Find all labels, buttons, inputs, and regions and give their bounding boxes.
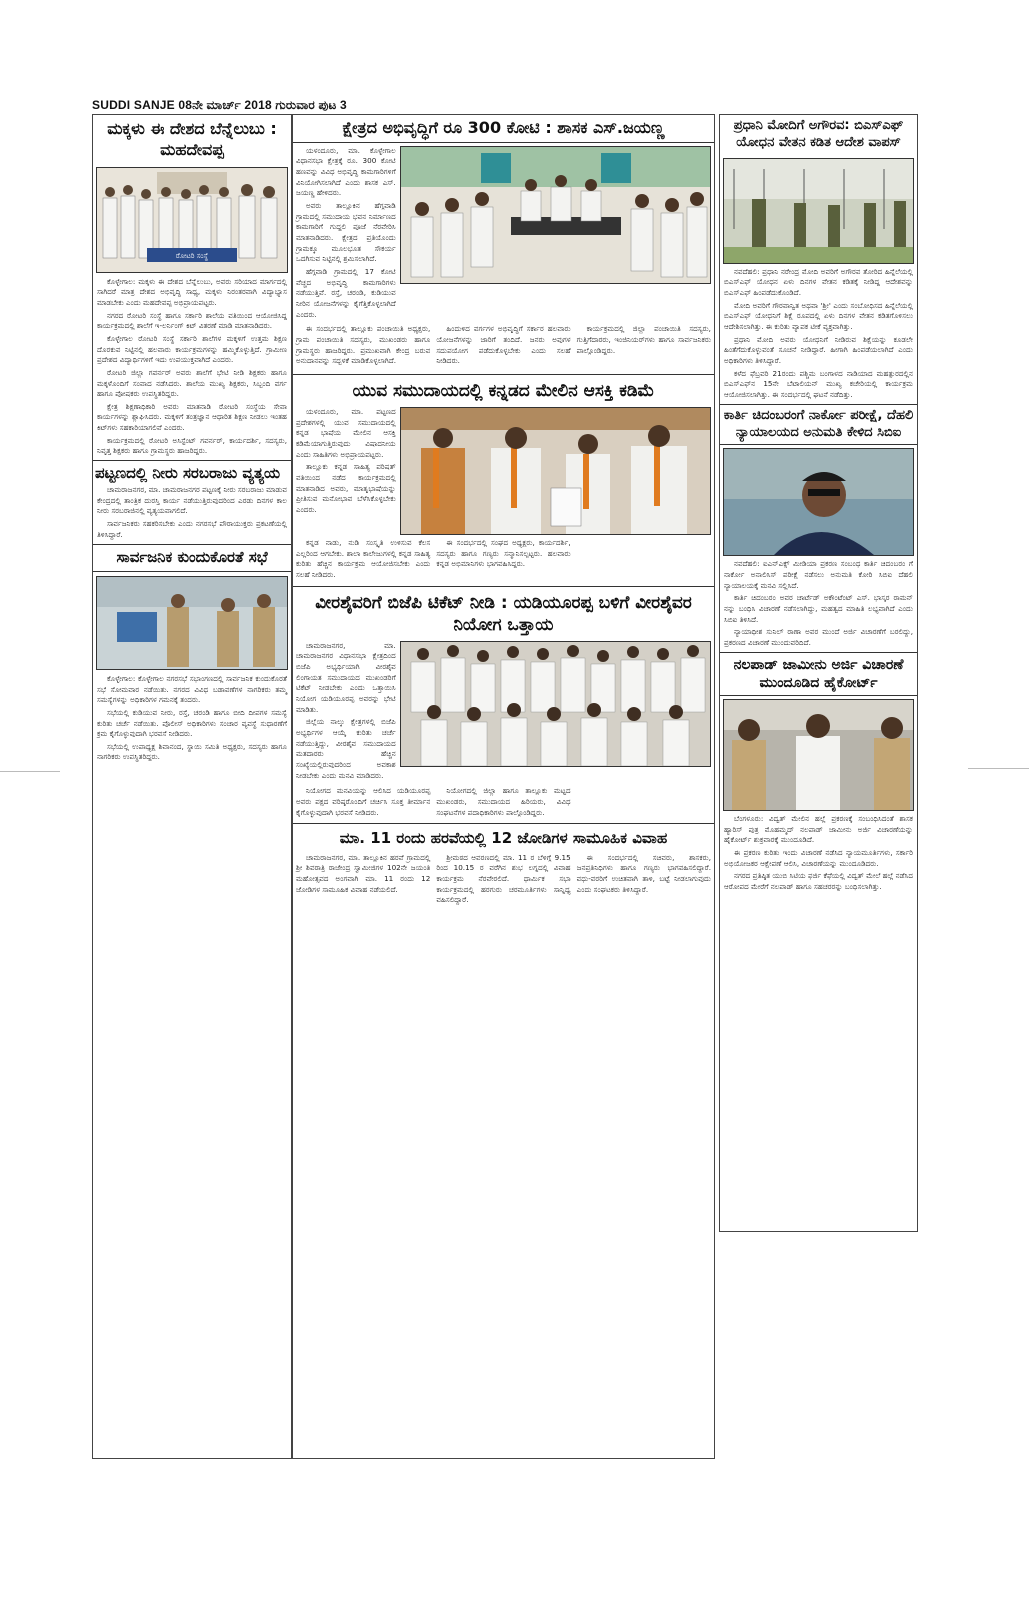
- photo-mla-meeting: [400, 146, 711, 284]
- photo-bsf-border: [723, 158, 914, 264]
- headline-veerashaiva-ticket: ವೀರಶೈವರಿಗೆ ಬಿಜೆಪಿ ಟಿಕೆಟ್ ನೀಡಿ : ಯಡಿಯೂರಪ್ಪ ಬಳಿಗೆ ವೀರಶೈವರ ನಿಯೋಗ ಒತ್ತಾಯ: [315, 592, 692, 635]
- paragraph: ಕ್ಷೇತ್ರ ಶಿಕ್ಷಣಾಧಿಕಾರಿ ಅವರು ಮಾತನಾಡಿ ರೋಟರಿ ಸಂಸ್ಥೆಯ ಸೇವಾ ಕಾರ್ಯಗಳನ್ನು ಶ್ಲಾಘಿಸಿದರು. ಮಕ್ಕಳಿಗೆ ತಂತ್ರಜ್ಞಾನ ಆಧಾರಿತ ಶಿಕ್ಷಣ ನೀಡಲು ಇಂತಹ ಕಿಟ್‌ಗಳು ಸಹಕಾರಿಯಾಗಲಿವೆ ಎಂದರು.: [97, 401, 287, 433]
- story-water-body: [93, 485, 291, 540]
- headline-grievance-meeting: ಸಾರ್ವಜನಿಕ ಕುಂದುಕೊರತೆ ಸಭೆ: [93, 544, 291, 572]
- paragraph: ಈ ಪ್ರಕರಣ ಕುರಿತು ಇಂದು ವಿಚಾರಣೆ ನಡೆಸಿದ ನ್ಯಾಯಮೂರ್ತಿಗಳು, ಸರ್ಕಾರಿ ಅಭಿಯೋಜಕರ ಆಕ್ಷೇಪಣೆ ಆಲಿಸಿ, ವಿಚಾರಣೆಯನ್ನು ಮುಂದೂಡಿದರು.: [724, 848, 913, 868]
- paragraph: ಚಾಮರಾಜನಗರ, ಮಾ. ಚಾಮರಾಜನಗರ ವಿಧಾನಸಭಾ ಕ್ಷೇತ್ರದಿಂದ ಬಿಜೆಪಿ ಅಭ್ಯರ್ಥಿಯಾಗಿ ವೀರಶೈವ ಲಿಂಗಾಯತ ಸಮುದಾಯದ ಮುಖಂಡರಿಗೆ ಟಿಕೆಟ್ ನೀಡಬೇಕು ಎಂದು ಒತ್ತಾಯಿಸಿ ನಿಯೋಗ ಯಡಿಯೂರಪ್ಪ ಅವರನ್ನು ಭೇಟಿ ಮಾಡಿತು.: [296, 640, 396, 714]
- paragraph: ಹಿಂದುಳಿದ ವರ್ಗಗಳ ಅಭಿವೃದ್ಧಿಗೆ ಸರ್ಕಾರ ಹಲವಾರು ಯೋಜನೆಗಳನ್ನು ಜಾರಿಗೆ ತಂದಿದೆ. ಜನರು ಅವುಗಳ ಸದುಪಯೋಗ ಪಡೆದುಕೊಳ್ಳಬೇಕು ಎಂದು ಸಲಹೆ ನೀಡಿದರು.: [436, 324, 571, 366]
- paragraph: ಕೊಳ್ಳೇಗಾಲ: ಕೊಳ್ಳೇಗಾಲ ನಗರಸಭೆ ಸಭಾಂಗಣದಲ್ಲಿ ಸಾರ್ವಜನಿಕ ಕುಂದುಕೊರತೆ ಸಭೆ ಸೋಮವಾರ ನಡೆಯಿತು. ನಗರದ ವಿವಿಧ ಬಡಾವಣೆಗಳ ನಾಗರಿಕರು ತಮ್ಮ ಸಮಸ್ಯೆಗಳನ್ನು ಅಧಿಕಾರಿಗಳ ಗಮನಕ್ಕೆ ತಂದರು.: [97, 673, 287, 705]
- paragraph: ನ್ಯಾಯಾಧೀಶ ಸುನಿಲ್ ರಾಣಾ ಅವರ ಮುಂದೆ ಅರ್ಜಿ ವಿಚಾರಣೆಗೆ ಬರಲಿದ್ದು, ಪ್ರಕರಣದ ವಿಚಾರಣೆ ಮುಂದುವರಿದಿದೆ.: [724, 627, 913, 648]
- masthead: SUDDI SANJE 08ನೇ ಮಾರ್ಚ್ 2018 ಗುರುವಾರ ಪುಟ 3: [92, 98, 347, 112]
- paragraph: ಈ ಸಂದರ್ಭದಲ್ಲಿ ಸಚಿವರು, ಶಾಸಕರು, ಜನಪ್ರತಿನಿಧಿಗಳು ಹಾಗೂ ಗಣ್ಯರು ಭಾಗವಹಿಸಲಿದ್ದಾರೆ. ವಧು-ವರರಿಗೆ ಉಚಿತವಾಗಿ ತಾಳಿ, ಬಟ್ಟೆ ನೀಡಲಾಗುವುದು ಎಂದು ಸಂಘಟಕರು ತಿಳಿಸಿದ್ದಾರೆ.: [576, 852, 711, 894]
- rotary-banner-text: ರೋಟರಿ ಸಂಸ್ಥೆ: [175, 251, 209, 260]
- paragraph: ಸಭೆಯಲ್ಲಿ ಕುಡಿಯುವ ನೀರು, ರಸ್ತೆ, ಚರಂಡಿ ಹಾಗೂ ಬೀದಿ ದೀಪಗಳ ಸಮಸ್ಯೆ ಕುರಿತು ಚರ್ಚೆ ನಡೆಯಿತು. ಪೊಲೀಸ್ ಅಧಿಕಾರಿಗಳು ಸಂಚಾರ ವ್ಯವಸ್ಥೆ ಸುಧಾರಣೆಗೆ ಕ್ರಮ ಕೈಗೊಳ್ಳುವುದಾಗಿ ಭರವಸೆ ನೀಡಿದರು.: [97, 707, 287, 739]
- delegation-illustration: [401, 642, 711, 766]
- middle-column: [292, 114, 715, 1459]
- photo-karti-chidambaram: [723, 448, 914, 556]
- divider: [293, 823, 714, 824]
- paragraph: ಶ್ರೀಮಠದ ಆವರಣದಲ್ಲಿ ಮಾ. 11 ರ ಬೆಳಿಗ್ಗೆ 9.15 ರಿಂದ 10.15 ರ ವರೆಗಿನ ಶುಭ ಲಗ್ನದಲ್ಲಿ ವಿವಾಹ ಕಾರ್ಯಕ್ರಮ ನೆರವೇರಲಿದೆ. ಧಾರ್ಮಿಕ ಸಭಾ ಕಾರ್ಯಕ್ರಮದಲ್ಲಿ ಹರಗುರು ಚರಮೂರ್ತಿಗಳು ಸಾನ್ನಿಧ್ಯ ವಹಿಸಲಿದ್ದಾರೆ.: [436, 852, 571, 905]
- paragraph: ನಗರದ ರೋಟರಿ ಸಂಸ್ಥೆ ಹಾಗೂ ಸರ್ಕಾರಿ ಶಾಲೆಯ ವತಿಯಿಂದ ಆಯೋಜಿಸಿದ್ದ ಕಾರ್ಯಕ್ರಮದಲ್ಲಿ ಶಾಲೆಗೆ ಇ-ಲರ್ನಿಂಗ್ ಕಿಟ್ ವಿತರಣೆ ಮಾಡಿ ಮಾತನಾಡಿದರು.: [97, 310, 287, 331]
- story-development-lead: [296, 146, 396, 323]
- divider: [93, 460, 291, 461]
- paragraph: ಬೆಂಗಳೂರು: ವಿದ್ವತ್ ಮೇಲಿನ ಹಲ್ಲೆ ಪ್ರಕರಣಕ್ಕೆ ಸಂಬಂಧಿಸಿದಂತೆ ಶಾಸಕ ಹ್ಯಾರಿಸ್ ಪುತ್ರ ಮೊಹಮ್ಮದ್ ನಲಪಾಡ್ ಜಾಮೀನು ಅರ್ಜಿ ವಿಚಾರಣೆಯನ್ನು ಹೈಕೋರ್ಟ್ ಶುಕ್ರವಾರಕ್ಕೆ ಮುಂದೂಡಿದೆ.: [724, 814, 913, 845]
- paragraph: ಕಳೆದ ಫೆಬ್ರವರಿ 21ರಂದು ಪಶ್ಚಿಮ ಬಂಗಾಳದ ನಾಡಿಯಾದ ಮಹತ್ಪುರದಲ್ಲಿನ ಬಿಎಸ್‌ಎಫ್‌ನ 15ನೇ ಬೆಟಾಲಿಯನ್ ಮುಖ್ಯ ಕಚೇರಿಯಲ್ಲಿ ಕಾರ್ಯಕ್ರಮ ಆಯೋಜಿಸಲಾಗಿತ್ತು. ಈ ಸಂದರ್ಭದಲ್ಲಿ ಘಟನೆ ನಡೆದಿತ್ತು.: [724, 368, 913, 399]
- headline-constituency-development: ಕ್ಷೇತ್ರದ ಅಭಿವೃದ್ಧಿಗೆ ರೂ 300 ಕೋಟಿ : ಶಾಸಕ ಎಸ್.ಜಯಣ್ಣ: [293, 115, 714, 143]
- paragraph: ಚಾಮರಾಜನಗರ, ಮಾ. ತಾಲ್ಲೂಕಿನ ಹರವೆ ಗ್ರಾಮದಲ್ಲಿ ಶ್ರೀ ಶಿವರಾತ್ರಿ ರಾಜೇಂದ್ರ ಸ್ವಾಮೀಜಿಗಳ 102ನೇ ಜಯಂತಿ ಮಹೋತ್ಸವದ ಅಂಗವಾಗಿ ಮಾ. 11 ರಂದು 12 ಜೋಡಿಗಳ ಸಾಮೂಹಿಕ ವಿವಾಹ ನಡೆಯಲಿದೆ.: [296, 852, 431, 894]
- headline-nalapad-bail: ನಲಪಾಡ್ ಜಾಮೀನು ಅರ್ಜಿ ವಿಚಾರಣೆ ಮುಂದೂಡಿದ ಹೈಕೋರ್ಟ್: [720, 652, 917, 696]
- headline-bsf-salary: ಪ್ರಧಾನಿ ಮೋದಿಗೆ ಅಗೌರವ: ಬಿಎಸ್‌ಎಫ್ ಯೋಧನ ವೇತನ ಕಡಿತ ಆದೇಶ ವಾಪಸ್: [733, 118, 904, 150]
- story-wedding-columns: [293, 851, 714, 910]
- story-karti-body: [720, 559, 917, 648]
- right-column: [719, 114, 918, 1232]
- paragraph: ಕೊಳ್ಳೇಗಾಲ ರೋಟರಿ ಸಂಸ್ಥೆ ಸರ್ಕಾರಿ ಶಾಲೆಗಳ ಮಕ್ಕಳಿಗೆ ಉತ್ತಮ ಶಿಕ್ಷಣ ದೊರಕುವ ನಿಟ್ಟಿನಲ್ಲಿ ಹಲವಾರು ಕಾರ್ಯಕ್ರಮಗಳನ್ನು ಹಮ್ಮಿಕೊಳ್ಳುತ್ತಿದೆ. ಗ್ರಾಮೀಣ ಪ್ರದೇಶದ ವಿದ್ಯಾರ್ಥಿಗಳಿಗೆ ಇದು ಉಪಯುಕ್ತವಾಗಿದೆ ಎಂದರು.: [97, 333, 287, 365]
- headline-kannada-interest: ಯುವ ಸಮುದಾಯದಲ್ಲಿ ಕನ್ನಡದ ಮೇಲಿನ ಆಸಕ್ತಿ ಕಡಿಮೆ: [352, 380, 655, 401]
- paragraph: ಅವರು ತಾಲ್ಲೂಕಿನ ಹೆಗ್ಗವಾಡಿ ಗ್ರಾಮದಲ್ಲಿ ಸಮುದಾಯ ಭವನ ನಿರ್ಮಾಣದ ಕಾಮಗಾರಿಗೆ ಗುದ್ದಲಿ ಪೂಜೆ ನೆರವೇರಿಸಿ ಮಾತನಾಡಿದರು. ಕ್ಷೇತ್ರದ ಪ್ರತಿಯೊಂದು ಗ್ರಾಮಕ್ಕೂ ಮೂಲಭೂತ ಸೌಕರ್ಯ ಒದಗಿಸುವ ನಿಟ್ಟಿನಲ್ಲಿ ಶ್ರಮಿಸಲಾಗಿದೆ.: [296, 201, 396, 264]
- photo-delegation: [400, 641, 711, 767]
- left-column: [92, 114, 292, 1459]
- headline-karti-narco: ಕಾರ್ತಿ ಚಿದಂಬರಂಗೆ ನಾರ್ಕೋ ಪರೀಕ್ಷೆ, ದೆಹಲಿ ನ್ಯಾಯಾಲಯದ ಅನುಮತಿ ಕೇಳಿದ ಸಿಬಿಐ: [720, 404, 917, 446]
- paragraph: ಜಿಲ್ಲೆಯ ನಾಲ್ಕು ಕ್ಷೇತ್ರಗಳಲ್ಲಿ ಬಿಜೆಪಿ ಅಭ್ಯರ್ಥಿಗಳ ಆಯ್ಕೆ ಕುರಿತು ಚರ್ಚೆ ನಡೆಯುತ್ತಿದ್ದು, ವೀರಶೈವ ಸಮುದಾಯದ ಮತದಾರರು ಹೆಚ್ಚಿನ ಸಂಖ್ಯೆಯಲ್ಲಿರುವುದರಿಂದ ಅವಕಾಶ ನೀಡಬೇಕು ಎಂದು ಮನವಿ ಮಾಡಿದರು.: [296, 717, 396, 780]
- story-veerashaiva-columns: [293, 786, 714, 820]
- photo-grievance-meeting: [96, 576, 288, 670]
- paragraph: ನಿಯೋಗದಲ್ಲಿ ಜಿಲ್ಲಾ ಹಾಗೂ ತಾಲ್ಲೂಕು ಮಟ್ಟದ ಮುಖಂಡರು, ಸಮುದಾಯದ ಹಿರಿಯರು, ವಿವಿಧ ಸಂಘಟನೆಗಳ ಪದಾಧಿಕಾರಿಗಳು ಪಾಲ್ಗೊಂಡಿದ್ದರು.: [436, 786, 571, 817]
- rotary-group-illustration: [97, 168, 288, 272]
- paragraph: ಯಳಂದೂರು, ಮಾ. ಪಟ್ಟಣದ ಪ್ರದೇಶಗಳಲ್ಲಿ ಯುವ ಸಮುದಾಯದಲ್ಲಿ ಕನ್ನಡ ಭಾಷೆಯ ಮೇಲಿನ ಆಸಕ್ತಿ ಕಡಿಮೆಯಾಗುತ್ತಿರುವುದು ವಿಷಾದನೀಯ ಎಂದು ಸಾಹಿತಿಗಳು ಅಭಿಪ್ರಾಯಪಟ್ಟರು.: [296, 407, 396, 459]
- karti-portrait-illustration: [724, 449, 914, 555]
- paragraph: ಕಾರ್ಯಕ್ರಮದಲ್ಲಿ ಜಿಲ್ಲಾ ಪಂಚಾಯಿತಿ ಸದಸ್ಯರು, ಗುತ್ತಿಗೆದಾರರು, ಇಂಜಿನಿಯರ್‌ಗಳು ಹಾಗೂ ಸಾರ್ವಜನಿಕರು ಪಾಲ್ಗೊಂಡಿದ್ದರು.: [576, 324, 711, 355]
- story-kannada-lead: [296, 407, 396, 535]
- divider: [293, 586, 714, 587]
- fold-mark-right: [968, 768, 1029, 769]
- paragraph: ಚಾಮರಾಜನಗರ, ಮಾ. ಚಾಮರಾಜನಗರ ಪಟ್ಟಣಕ್ಕೆ ನೀರು ಸರಬರಾಜು ಮಾಡುವ ಕೇಂದ್ರದಲ್ಲಿ ತಾಂತ್ರಿಕ ದುರಸ್ತಿ ಕಾರ್ಯ ನಡೆಯುತ್ತಿರುವುದರಿಂದ ಎರಡು ದಿನಗಳ ಕಾಲ ನೀರು ಸರಬರಾಜಿನಲ್ಲಿ ವ್ಯತ್ಯಯವಾಗಲಿದೆ.: [97, 485, 287, 516]
- headline-makkalu: ಮಕ್ಕಳು ಈ ದೇಶದ ಬೆನ್ನೆಲುಬು : ಮಹದೇವಪ್ಪ: [107, 119, 277, 159]
- paragraph: ತಾಲ್ಲೂಕು ಕನ್ನಡ ಸಾಹಿತ್ಯ ಪರಿಷತ್ ವತಿಯಿಂದ ನಡೆದ ಕಾರ್ಯಕ್ರಮದಲ್ಲಿ ಮಾತನಾಡಿದ ಅವರು, ಮಾತೃಭಾಷೆಯನ್ನು ಪ್ರೀತಿಸುವ ಮನೋಭಾವ ಬೆಳೆಸಿಕೊಳ್ಳಬೇಕು ಎಂದರು.: [296, 462, 396, 514]
- fold-mark-left: [0, 771, 60, 772]
- paragraph: ಮೋದಿ ಅವರಿಗೆ ಗೌರವಾನ್ವಿತ ಅಥವಾ 'ಶ್ರೀ' ಎಂದು ಸಂಬೋಧಿಸದ ಹಿನ್ನೆಲೆಯಲ್ಲಿ ಬಿಎಸ್‌ಎಫ್ ಯೋಧನಿಗೆ ಶಿಕ್ಷೆ ರೂಪದಲ್ಲಿ ಏಳು ದಿನಗಳ ವೇತನ ಕಡಿತಗೊಳಿಸಲು ಆದೇಶಿಸಲಾಗಿತ್ತು. ಈ ಕುರಿತು ವ್ಯಾಪಕ ಟೀಕೆ ವ್ಯಕ್ತವಾಗಿತ್ತು.: [724, 300, 913, 332]
- paragraph: ಕೊಳ್ಳೇಗಾಲ: ಮಕ್ಕಳು ಈ ದೇಶದ ಬೆನ್ನೆಲುಬು, ಅವರು ಸರಿಯಾದ ಮಾರ್ಗದಲ್ಲಿ ಸಾಗಿದರೆ ಮಾತ್ರ ದೇಶದ ಅಭಿವೃದ್ಧಿ ಸಾಧ್ಯ, ಮಕ್ಕಳು ನಿರಂತರವಾಗಿ ವಿದ್ಯಾಭ್ಯಾಸ ಮಾಡಬೇಕು ಎಂದು ಮಹದೇವಪ್ಪ ಅಭಿಪ್ರಾಯಪಟ್ಟರು.: [97, 276, 287, 307]
- story-bsf-body: [720, 267, 917, 401]
- photo-nalapad-court: [723, 699, 914, 811]
- story-development-columns: [293, 322, 714, 371]
- paragraph: ಹೆಗ್ಗವಾಡಿ ಗ್ರಾಮದಲ್ಲಿ 17 ಕೋಟಿ ವೆಚ್ಚದ ಅಭಿವೃದ್ಧಿ ಕಾಮಗಾರಿಗಳು ನಡೆಯುತ್ತಿವೆ. ರಸ್ತೆ, ಚರಂಡಿ, ಕುಡಿಯುವ ನೀರಿನ ಯೋಜನೆಗಳನ್ನು ಕೈಗೆತ್ತಿಕೊಳ್ಳಲಾಗಿದೆ ಎಂದರು.: [296, 267, 396, 319]
- bsf-soldiers-illustration: [724, 159, 914, 263]
- story-grievance-body: [93, 674, 291, 763]
- paragraph: ರೋಟರಿ ಜಿಲ್ಲಾ ಗವರ್ನರ್ ಅವರು ಶಾಲೆಗೆ ಭೇಟಿ ನೀಡಿ ಶಿಕ್ಷಕರು ಹಾಗೂ ಮಕ್ಕಳೊಂದಿಗೆ ಸಂವಾದ ನಡೆಸಿದರು. ಶಾಲೆಯ ಮುಖ್ಯ ಶಿಕ್ಷಕರು, ಸಿಬ್ಬಂದಿ ವರ್ಗ ಹಾಗೂ ಪೋಷಕರು ಉಪಸ್ಥಿತರಿದ್ದರು.: [97, 367, 287, 399]
- felicitation-illustration: [401, 408, 711, 534]
- paragraph: ಸಭೆಯಲ್ಲಿ ಉಪಾಧ್ಯಕ್ಷ ಶಿವಾನಂದ, ಸ್ಥಾಯಿ ಸಮಿತಿ ಅಧ್ಯಕ್ಷರು, ಸದಸ್ಯರು ಹಾಗೂ ನಾಗರಿಕರು ಉಪಸ್ಥಿತರಿದ್ದರು.: [97, 741, 287, 762]
- divider: [293, 374, 714, 375]
- paragraph: ಕಾರ್ಯಕ್ರಮದಲ್ಲಿ ರೋಟರಿ ಅಸಿಸ್ಟೆಂಟ್ ಗವರ್ನರ್, ಕಾರ್ಯದರ್ಶಿ, ಸದಸ್ಯರು, ನಿವೃತ್ತ ಶಿಕ್ಷಕರು ಹಾಗೂ ಗ್ರಾಮಸ್ಥರು ಹಾಜರಿದ್ದರು.: [97, 435, 287, 456]
- mla-meeting-illustration: [401, 147, 711, 283]
- paragraph: ನಗರದ ಪ್ರತಿಷ್ಠಿತ ಯುಬಿ ಸಿಟಿಯ ಫರ್ಜಿ ಕೆಫೆಯಲ್ಲಿ ವಿದ್ವತ್ ಮೇಲೆ ಹಲ್ಲೆ ನಡೆಸಿದ ಆರೋಪದ ಮೇರೆಗೆ ನಲಪಾಡ್ ಹಾಗೂ ಸಹಚರರನ್ನು ಬಂಧಿಸಲಾಗಿತ್ತು.: [724, 871, 913, 891]
- headline-water-supply: ಪಟ್ಟಣದಲ್ಲಿ ನೀರು ಸರಬರಾಜು ವ್ಯತ್ಯಯ: [95, 464, 281, 483]
- photo-felicitation: [400, 407, 711, 535]
- headline-mass-wedding: ಮಾ. 11 ರಂದು ಹರವೆಯಲ್ಲಿ 12 ಜೋಡಿಗಳ ಸಾಮೂಹಿಕ ವಿವಾಹ: [339, 829, 668, 848]
- story-nalapad-body: [720, 814, 917, 893]
- paragraph: ಈ ಸಂದರ್ಭದಲ್ಲಿ ಸಂಘದ ಅಧ್ಯಕ್ಷರು, ಕಾರ್ಯದರ್ಶಿ, ಸದಸ್ಯರು ಹಾಗೂ ಗಣ್ಯರು ಸನ್ಮಾನಿಸಲ್ಪಟ್ಟರು. ಹಲವಾರು ಕನ್ನಡ ಅಭಿಮಾನಿಗಳು ಭಾಗವಹಿಸಿದ್ದರು.: [436, 538, 571, 569]
- story-makkalu-body: [93, 277, 291, 458]
- paragraph: ಕಾರ್ತಿ ಚಿದಂಬರಂ ಅವರ ಚಾರ್ಟೆಡ್ ಅಕೌಂಟೆಂಟ್ ಎಸ್. ಭಾಸ್ಕರ ರಾಮನ್ ನನ್ನು ಬಂಧಿಸಿ ವಿಚಾರಣೆ ನಡೆಸಲಾಗಿದ್ದು, ಮಹತ್ವದ ಮಾಹಿತಿ ಲಭ್ಯವಾಗಿದೆ ಎಂದು ಸಿಬಿಐ ತಿಳಿಸಿದೆ.: [724, 593, 913, 624]
- paragraph: ಕನ್ನಡ ನಾಡು, ನುಡಿ ಸಂಸ್ಕೃತಿ ಉಳಿಸುವ ಕೆಲಸ ಎಲ್ಲರಿಂದ ಆಗಬೇಕು. ಶಾಲಾ ಕಾಲೇಜುಗಳಲ್ಲಿ ಕನ್ನಡ ಸಾಹಿತ್ಯ ಕುರಿತು ಹೆಚ್ಚಿನ ಕಾರ್ಯಕ್ರಮ ಆಯೋಜಿಸಬೇಕು ಎಂದು ಸಲಹೆ ನೀಡಿದರು.: [296, 538, 431, 579]
- police-meeting-illustration: [97, 577, 288, 669]
- story-kannada-columns: [293, 538, 714, 583]
- paragraph: ಈ ಸಂದರ್ಭದಲ್ಲಿ ತಾಲ್ಲೂಕು ಪಂಚಾಯಿತಿ ಅಧ್ಯಕ್ಷರು, ಗ್ರಾಮ ಪಂಚಾಯಿತಿ ಸದಸ್ಯರು, ಮುಖಂಡರು ಹಾಗೂ ಗ್ರಾಮಸ್ಥರು ಹಾಜರಿದ್ದರು. ಪ್ರಮುಖವಾಗಿ ಕೇಂದ್ರ ಬರುವ ಅನುದಾನವನ್ನು ಸದ್ಬಳಕೆ ಮಾಡಿಕೊಳ್ಳಲಾಗಿದೆ.: [296, 324, 431, 366]
- paragraph: ನವದೆಹಲಿ: ಪ್ರಧಾನಿ ನರೇಂದ್ರ ಮೋದಿ ಅವರಿಗೆ ಅಗೌರವ ತೋರಿದ ಹಿನ್ನೆಲೆಯಲ್ಲಿ ಬಿಎಸ್‌ಎಫ್ ಯೋಧನ ಏಳು ದಿನಗಳ ವೇತನ ಕಡಿತಕ್ಕೆ ನೀಡಿದ್ದ ಆದೇಶವನ್ನು ಬಿಎಸ್‌ಎಫ್ ಹಿಂಪಡೆದುಕೊಂಡಿದೆ.: [724, 266, 913, 298]
- paragraph: ಯಳಂದೂರು, ಮಾ. ಕೊಳ್ಳೇಗಾಲ ವಿಧಾನಸಭಾ ಕ್ಷೇತ್ರಕ್ಕೆ ರೂ. 300 ಕೋಟಿ ಹಣವನ್ನು ವಿವಿಧ ಅಭಿವೃದ್ಧಿ ಕಾಮಗಾರಿಗಳಿಗೆ ವಿನಿಯೋಗಿಸಲಾಗಿದೆ ಎಂದು ಶಾಸಕ ಎಸ್. ಜಯಣ್ಣ ಹೇಳಿದರು.: [296, 145, 396, 198]
- paragraph: ನಿಯೋಗದ ಮನವಿಯನ್ನು ಆಲಿಸಿದ ಯಡಿಯೂರಪ್ಪ ಅವರು ಪಕ್ಷದ ವರಿಷ್ಠರೊಂದಿಗೆ ಚರ್ಚಿಸಿ ಸೂಕ್ತ ತೀರ್ಮಾನ ಕೈಗೊಳ್ಳುವುದಾಗಿ ಭರವಸೆ ನೀಡಿದರು.: [296, 786, 431, 817]
- photo-rotary-event: [96, 167, 288, 273]
- paragraph: ನವದೆಹಲಿ: ಐಎನ್‌ಎಕ್ಸ್ ಮೀಡಿಯಾ ಪ್ರಕರಣ ಸಂಬಂಧ ಕಾರ್ತಿ ಚಿದಂಬರಂ ಗೆ ನಾರ್ಕೋ ಅನಾಲಿಸಿಸ್ ಪರೀಕ್ಷೆ ನಡೆಸಲು ಅನುಮತಿ ಕೋರಿ ಸಿಬಿಐ ದೆಹಲಿ ನ್ಯಾಯಾಲಯಕ್ಕೆ ಮನವಿ ಸಲ್ಲಿಸಿದೆ.: [724, 559, 913, 590]
- nalapad-escort-illustration: [724, 700, 914, 810]
- paragraph: ಸಾರ್ವಜನಿಕರು ಸಹಕರಿಸಬೇಕು ಎಂದು ನಗರಸಭೆ ಪೌರಾಯುಕ್ತರು ಪ್ರಕಟಣೆಯಲ್ಲಿ ತಿಳಿಸಿದ್ದಾರೆ.: [97, 519, 287, 539]
- story-veerashaiva-lead: [296, 641, 396, 784]
- paragraph: ಪ್ರಧಾನಿ ಮೋದಿ ಅವರು ಯೋಧನಿಗೆ ನೀಡಿರುವ ಶಿಕ್ಷೆಯನ್ನು ಕೂಡಲೇ ಹಿಂತೆಗೆದುಕೊಳ್ಳುವಂತೆ ಸೂಚನೆ ನೀಡಿದ್ದಾರೆ. ಹೀಗಾಗಿ ಹಿಂಪಡೆಯಲಾಗಿದೆ ಎಂದು ಅಧಿಕಾರಿಗಳು ತಿಳಿಸಿದ್ದಾರೆ.: [724, 334, 913, 366]
